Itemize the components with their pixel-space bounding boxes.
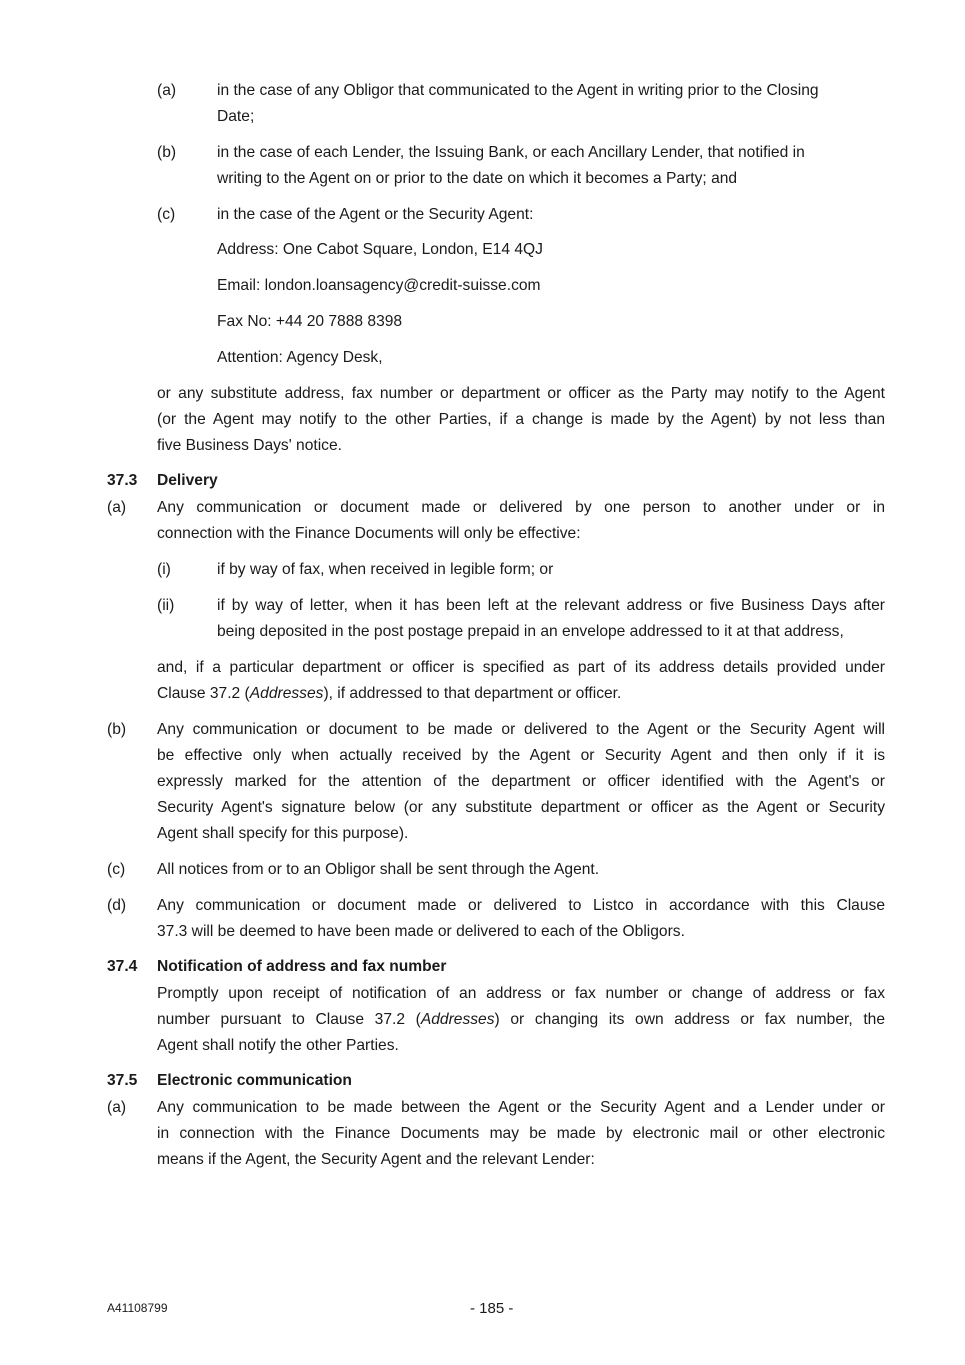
- s375-a-line1: Any communication to be made between the Agent or the Security Agent and a Lender under or: [157, 1099, 885, 1116]
- item-c-label: (c): [157, 206, 176, 223]
- contact-email: Email: london.loansagency@credit-suisse.com: [217, 277, 541, 294]
- s373-a-line2: connection with the Finance Documents will only be effective:: [157, 525, 581, 542]
- section-374-title: Notification of address and fax number: [157, 958, 447, 975]
- s373-b-label: (b): [107, 721, 127, 738]
- contact-attention: Attention: Agency Desk,: [217, 349, 383, 366]
- section-375-title: Electronic communication: [157, 1072, 352, 1089]
- s373-and-line2: [157, 684, 621, 704]
- s373-ii-label: (ii): [157, 597, 175, 614]
- s375-a-label: (a): [107, 1099, 127, 1116]
- s373-ii-line1: if by way of letter, when it has been left at the relevant address or five Business Days after: [217, 597, 885, 614]
- s373-b-line3: expressly marked for the attention of the department or officer identified with the Agent's or: [157, 773, 885, 790]
- s373-and-line2-pre: Clause 37.2 (: [157, 685, 250, 702]
- page-number: - 185 -: [470, 1300, 514, 1317]
- addresses-reference: Addresses: [420, 1011, 495, 1028]
- s373-b-line4: Security Agent's signature below (or any substitute department or officer as the Agent or Security: [157, 799, 885, 816]
- s375-a-line3: means if the Agent, the Security Agent and the relevant Lender:: [157, 1151, 595, 1168]
- s373-a-line1: Any communication or document made or delivered by one person to another under or in: [157, 499, 885, 516]
- s373-d-label: (d): [107, 897, 127, 914]
- s373-i-line: if by way of fax, when received in legible form; or: [217, 561, 554, 578]
- document-reference: A41108799: [107, 1301, 168, 1315]
- substitute-line3: five Business Days' notice.: [157, 437, 342, 454]
- section-373-title: Delivery: [157, 472, 218, 489]
- item-c-line1: in the case of the Agent or the Security Agent:: [217, 206, 534, 223]
- s373-b-line2: be effective only when actually received by the Agent or Security Agent and then only if it is: [157, 747, 885, 764]
- item-b-label: (b): [157, 144, 177, 161]
- s375-a-line2: in connection with the Finance Documents may be made by electronic mail or other electronic: [157, 1125, 885, 1142]
- contact-address: Address: One Cabot Square, London, E14 4QJ: [217, 241, 543, 258]
- item-a-line1: in the case of any Obligor that communicated to the Agent in writing prior to the Closing: [217, 82, 819, 99]
- section-374-number: 37.4: [107, 958, 138, 975]
- s373-c-label: (c): [107, 861, 126, 878]
- section-373-number: 37.3: [107, 472, 138, 489]
- s373-and-line1: and, if a particular department or officer is specified as part of its address details provided under: [157, 659, 885, 676]
- s374-line3: Agent shall notify the other Parties.: [157, 1037, 399, 1054]
- s374-line1: Promptly upon receipt of notification of an address or fax number or change of address or fax: [157, 985, 885, 1002]
- s374-line2-pre: number pursuant to Clause 37.2 (: [157, 1011, 421, 1028]
- s374-line2-post: ) or changing its own address or fax number, the: [494, 1011, 885, 1028]
- s373-and-line2-post: ), if addressed to that department or officer.: [323, 685, 622, 702]
- s373-a-label: (a): [107, 499, 127, 516]
- item-a-label: (a): [157, 82, 177, 99]
- s374-line2: [157, 1010, 885, 1030]
- section-375-number: 37.5: [107, 1072, 138, 1089]
- item-b-line1: in the case of each Lender, the Issuing Bank, or each Ancillary Lender, that notified in: [217, 144, 805, 161]
- addresses-reference: Addresses: [249, 685, 324, 702]
- s373-d-line1: Any communication or document made or delivered to Listco in accordance with this Clause: [157, 897, 885, 914]
- substitute-line2: (or the Agent may notify to the other Parties, if a change is made by the Agent) by not less than: [157, 411, 885, 428]
- s373-c-line: All notices from or to an Obligor shall be sent through the Agent.: [157, 861, 600, 878]
- item-b-line2: writing to the Agent on or prior to the date on which it becomes a Party; and: [217, 170, 738, 187]
- s373-b-line5: Agent shall specify for this purpose).: [157, 825, 409, 842]
- item-a-line2: Date;: [217, 108, 255, 125]
- s373-d-line2: 37.3 will be deemed to have been made or delivered to each of the Obligors.: [157, 923, 685, 940]
- s373-ii-line2: being deposited in the post postage prepaid in an envelope addressed to it at that address,: [217, 623, 844, 640]
- substitute-line1: or any substitute address, fax number or department or officer as the Party may notify to the Agent: [157, 385, 885, 402]
- s373-i-label: (i): [157, 561, 171, 578]
- s373-b-line1: Any communication or document to be made or delivered to the Agent or the Security Agent will: [157, 721, 885, 738]
- contact-fax: Fax No: +44 20 7888 8398: [217, 313, 403, 330]
